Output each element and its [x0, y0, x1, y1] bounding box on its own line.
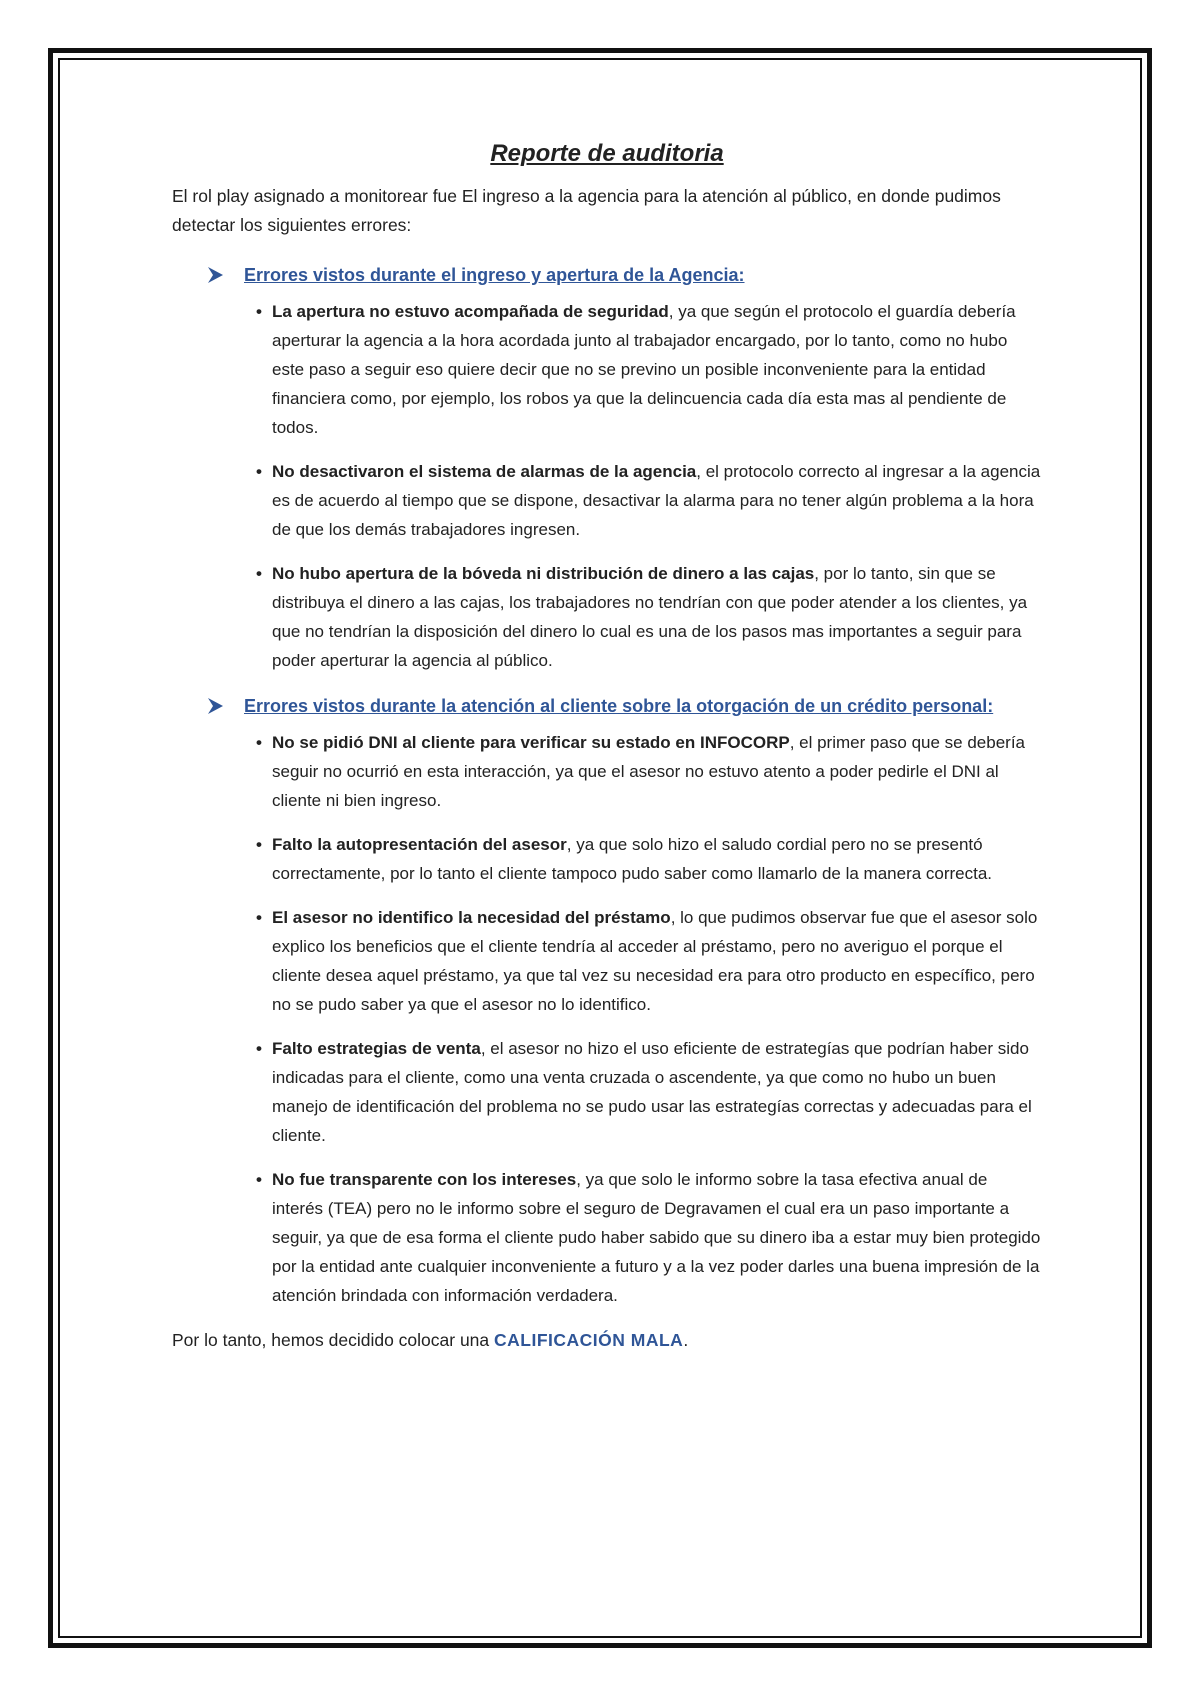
- list-item: [172, 559, 1042, 675]
- list-item: [172, 1034, 1042, 1150]
- item-text: , el primer paso que se debería seguir no ocurrió en esta interacción, ya que el asesor no estuvo atento a poder pedirle el DNI al cliente ni bien ingreso.: [272, 733, 1026, 810]
- grade-label: CALIFICACIÓN MALA: [494, 1330, 684, 1350]
- item-lead: No desactivaron el sistema de alarmas de la agencia: [272, 462, 697, 481]
- error-list: [172, 297, 1042, 675]
- item-lead: La apertura no estuvo acompañada de seguridad: [272, 302, 669, 321]
- bullet-icon: •: [256, 1039, 262, 1058]
- intro-paragraph: El rol play asignado a monitorear fue El ingreso a la agencia para la atención al público, en donde pudimos detectar los siguientes errores:: [172, 186, 1001, 235]
- closing-paragraph: [172, 1326, 1042, 1355]
- arrowhead-icon: [206, 691, 244, 720]
- item-text: , lo que pudimos observar fue que el asesor solo explico los beneficios que el cliente tendría al acceder al préstamo, pero no averiguo el porque el cliente desea aquel préstamo, ya que tal vez su necesidad era para otro producto en específico, pero no se pudo saber ya que el asesor no lo identifico.: [272, 908, 1038, 1014]
- list-item: [172, 1165, 1042, 1310]
- item-lead: No se pidió DNI al cliente para verificar su estado en INFOCORP: [272, 733, 790, 752]
- section-opening-errors: [172, 260, 1042, 675]
- section-title: Errores vistos durante el ingreso y apertura de la Agencia:: [244, 265, 745, 285]
- bullet-icon: •: [256, 462, 262, 481]
- list-item: [172, 830, 1042, 888]
- closing-text: Por lo tanto, hemos decidido colocar una: [172, 1330, 494, 1350]
- item-lead: No fue transparente con los intereses: [272, 1170, 577, 1189]
- item-lead: Falto estrategias de venta: [272, 1039, 481, 1058]
- item-lead: Falto la autopresentación del asesor: [272, 835, 567, 854]
- item-text: , ya que según el protocolo el guardía debería aperturar la agencia a la hora acordada junto al trabajador encargado, por lo tanto, como no hubo este paso a seguir eso quiere decir que no se previno un posible inconveniente para la entidad financiera como, por ejemplo, los robos ya que la delincuencia cada día esta mas al pendiente de todos.: [272, 302, 1016, 437]
- list-item: [172, 297, 1042, 442]
- arrowhead-icon: [206, 260, 244, 289]
- list-item: [172, 728, 1042, 815]
- item-text: , el asesor no hizo el uso eficiente de estrategías que podrían haber sido indicadas para el cliente, como una venta cruzada o ascendente, ya que como no hubo un buen manejo de identificación del problema no se pudo usar las estrategías correctas y adecuadas para el cliente.: [272, 1039, 1032, 1145]
- list-item: [172, 903, 1042, 1019]
- item-lead: El asesor no identifico la necesidad del préstamo: [272, 908, 671, 927]
- item-text: , el protocolo correcto al ingresar a la agencia es de acuerdo al tiempo que se dispone, desactivar la alarma para no tener algún problema a la hora de que los demás trabajadores ingresen.: [272, 462, 1041, 539]
- item-text: , ya que solo le informo sobre la tasa efectiva anual de interés (TEA) pero no le informo sobre el seguro de Degravamen el cual era un paso importante a seguir, ya que de esa forma el cliente pudo haber sabido que su dinero iba a estar muy bien protegido por la entidad ante cualquier inconveniente a futuro y a la vez poder darles una buena impresión de la atención brindada con información verdadera.: [272, 1170, 1041, 1305]
- item-lead: No hubo apertura de la bóveda ni distribución de dinero a las cajas: [272, 564, 815, 583]
- section-credit-errors: [172, 691, 1042, 1310]
- bullet-icon: •: [256, 908, 262, 927]
- bullet-icon: •: [256, 564, 262, 583]
- item-text: , por lo tanto, sin que se distribuya el dinero a las cajas, los trabajadores no tendrían con que poder atender a los clientes, ya que no tendrían la disposición del dinero lo cual es una de los pasos mas importantes a seguir para poder aperturar la agencia al público.: [272, 564, 1028, 670]
- section-heading: [206, 691, 1042, 722]
- bullet-icon: •: [256, 733, 262, 752]
- closing-end: .: [683, 1330, 689, 1350]
- bullet-icon: •: [256, 302, 262, 321]
- section-title: Errores vistos durante la atención al cliente sobre la otorgación de un crédito personal:: [244, 696, 994, 716]
- document-body: [172, 140, 1042, 1373]
- item-text: , ya que solo hizo el saludo cordial pero no se presentó correctamente, por lo tanto el cliente tampoco pudo saber como llamarlo de la manera correcta.: [272, 835, 993, 883]
- bullet-icon: •: [256, 835, 262, 854]
- list-item: [172, 457, 1042, 544]
- section-heading: [206, 260, 1042, 291]
- error-list: [172, 728, 1042, 1310]
- document-title: Reporte de auditoria: [490, 140, 724, 167]
- bullet-icon: •: [256, 1170, 262, 1189]
